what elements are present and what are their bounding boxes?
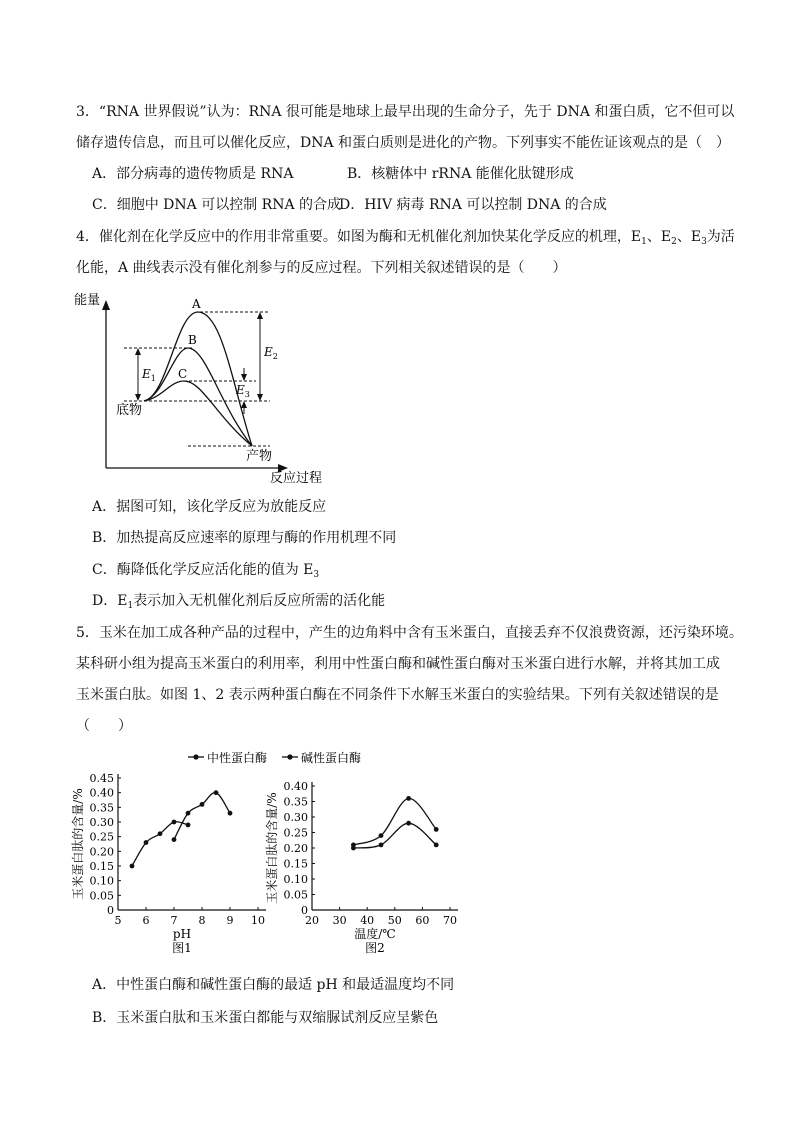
product-label: 产物 [246,449,273,464]
q5-option-b: B．玉米蛋白肽和玉米蛋白都能与双缩脲试剂反应呈紫色 [92,1010,439,1026]
q5-stem-line3: 玉米蛋白肽。如图 1、2 表示两种蛋白酶在不同条件下水解玉米蛋白的实验结果。下列有关叙述错误的是 [76,687,719,703]
x-tick-label: 10 [251,914,265,927]
y-tick-label: 0.35 [89,801,114,815]
data-point [158,831,163,836]
data-point [379,833,384,838]
x-axis-label: 温度/℃ [354,927,396,941]
y-tick-label: 0 [301,904,308,917]
data-point [434,827,439,832]
q3-option-c: C．细胞中 DNA 可以控制 RNA 的合成 [92,197,341,213]
q3-option-a: A．部分病毒的遗传物质是 RNA [92,166,294,182]
data-point [172,837,177,842]
q5-stem-line2: 某科研小组为提高玉米蛋白的利用率，利用中性蛋白酶和碱性蛋白酶对玉米蛋白进行水解，并将其加工成 [76,656,720,672]
y-tick-label: 0.30 [89,816,114,829]
series-line-1 [353,798,436,845]
curve-b-label: B [188,333,197,347]
y-tick-label: 0.05 [89,889,114,903]
x-tick-label: 70 [443,914,457,927]
x-tick-label: 9 [226,914,234,927]
legend-neutral: 中性蛋白酶 [207,751,268,765]
x-tick-label: 50 [387,914,402,927]
q4-option-c: C．酶降低化学反应活化能的值为 $E_3$ [92,562,320,580]
y-tick-label: 0.15 [89,860,114,873]
data-point [172,820,177,825]
q4-option-a: A．据图可知，该化学反应为放能反应 [92,499,327,515]
q5-stem-line1: 5．玉米在加工成各种产品的过程中，产生的边角料中含有玉米蛋白，直接丢弃不仅浪费资源，还污染环境。 [76,625,743,641]
y-tick-label: 0.30 [283,811,308,824]
curve-a [144,312,252,446]
q5-option-a: A．中性蛋白酶和碱性蛋白酶的最适 pH 和最适温度均不同 [92,977,455,993]
y-tick-label: 0.05 [283,888,308,902]
y-tick-label: 0.45 [89,772,114,785]
data-point [406,821,411,826]
series-line-0 [353,823,436,848]
reaction-axis-label: 反应过程 [270,471,323,486]
y-tick-label: 0 [107,904,114,917]
energy-diagram [70,288,370,488]
e3-label: $E_3$ [236,383,250,399]
data-point [379,843,384,848]
e2-label: $E_2$ [264,345,278,361]
e1-label: $E_1$ [142,367,156,383]
q4-stem-line1: 4．催化剂在化学反应中的作用非常重要。如图为酶和无机催化剂加快某化学反应的机理，$E_1$、$E_2$、$E_3$为活 [76,229,735,247]
chart-fig2 [264,780,458,955]
data-point [351,843,356,848]
q4-option-d: D．$E_1$表示加入无机催化剂后反应所需的活化能 [92,593,386,611]
y-tick-label: 0.15 [283,857,308,871]
data-point [200,802,205,807]
q4-option-b: B．加热提高反应速率的原理与酶的作用机理不同 [92,530,397,546]
y-tick-label: 0.10 [89,874,114,888]
data-point [186,811,191,816]
y-tick-label: 0.20 [89,845,114,859]
y-tick-label: 0.20 [283,842,308,855]
x-tick-label: 20 [305,914,319,927]
x-axis-label: pH [172,927,192,941]
y-tick-label: 0.40 [89,786,114,800]
q3-option-d: D．HIV 病毒 RNA 可以控制 DNA 的合成 [339,197,607,213]
x-tick-label: 60 [415,914,430,927]
curve-c-label: C [178,367,188,381]
chart-legend [188,750,361,765]
data-point [406,796,411,801]
y-tick-label: 0.35 [283,795,308,809]
data-point [144,840,149,845]
legend-alkaline: 碱性蛋白酶 [301,751,362,765]
y-tick-label: 0.40 [283,780,308,793]
q5-stem-line4: （ ） [76,718,132,734]
chart-title: 图2 [365,941,385,955]
data-point [434,843,439,848]
x-tick-label: 8 [198,914,206,927]
y-axis-label: 玉米蛋白肽的含量/% [71,788,85,900]
data-point [186,823,191,828]
x-tick-label: 5 [114,914,122,927]
q4-stem-line2: 化能，A 曲线表示没有催化剂参与的反应过程。下列相关叙述错误的是（ ） [76,260,567,276]
energy-axis-label: 能量 [74,293,101,308]
data-point [214,790,219,795]
chart-fig1 [70,772,266,955]
substrate-label: 底物 [116,403,143,418]
x-tick-label: 7 [170,914,178,927]
x-tick-label: 30 [332,914,347,927]
y-tick-label: 0.10 [283,873,308,886]
q3-stem-line1: 3．“RNA 世界假说”认为：RNA 很可能是地球上最早出现的生命分子，先于 DNA 和蛋白质，它不但可以 [76,104,735,120]
q3-option-b: B．核糖体中 rRNA 能催化肽键形成 [347,166,574,182]
series-line-1 [174,793,230,840]
y-tick-label: 0.25 [283,826,308,840]
curve-a-label: A [192,297,201,311]
y-tick-label: 0.25 [89,830,114,844]
enzyme-charts [70,742,490,968]
q3-stem-line2: 储存遗传信息，而且可以催化反应，DNA 和蛋白质则是进化的产物。下列事实不能佐证该观点的是（ ） [76,135,731,151]
x-tick-label: 6 [142,914,150,927]
data-point [130,864,135,869]
data-point [228,811,233,816]
chart-title: 图1 [172,941,192,955]
x-tick-label: 40 [360,914,375,927]
y-axis-label: 玉米蛋白肽的含量/% [265,792,279,904]
